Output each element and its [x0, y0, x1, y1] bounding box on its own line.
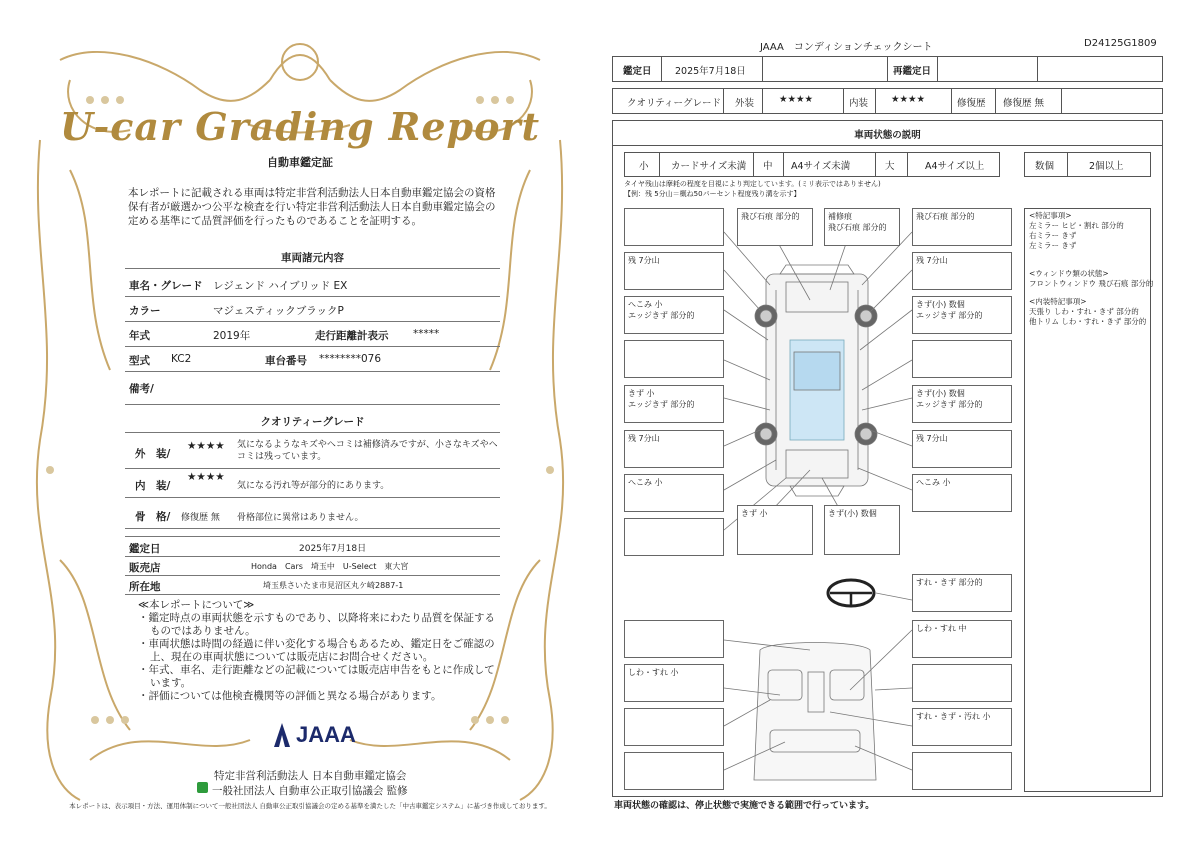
notes-window-1: フロントウィンドウ 飛び石痕 部分的 [1029, 279, 1154, 288]
shop-row [125, 556, 500, 576]
damage-label: エッジきず 部分的 [916, 400, 983, 409]
notes-ext-2: 右ミラー きず [1029, 231, 1077, 240]
int-stars: ★★★★ [891, 94, 926, 105]
tire-note-2: 【例：残 5分山＝概ね50パーセント程度残り溝を示す】 [624, 190, 801, 198]
remarks-row [125, 372, 500, 405]
chassis-value: ********076 [319, 353, 382, 365]
damage-label: 残 7分山 [916, 256, 948, 265]
spec-section-title: 車両諸元内容 [281, 252, 344, 264]
damage-label: 補修痕 [828, 212, 852, 221]
color-row [125, 297, 500, 322]
document-number: D24125G1809 [1084, 38, 1157, 49]
interior-row [125, 469, 500, 498]
damage-box [912, 708, 1012, 746]
year-label: 年式 [129, 330, 150, 342]
hist-value: 修復歴 無 [1003, 98, 1045, 109]
interior-text: 気になる汚れ等が部分的にあります。 [237, 481, 390, 491]
damage-label: すれ・きず・汚れ 小 [916, 712, 991, 721]
divider [125, 432, 500, 433]
damage-box [624, 518, 724, 556]
ext-label: 外装 [735, 98, 755, 109]
condition-check-sheet [600, 0, 1200, 848]
damage-box [912, 296, 1012, 334]
org-name-1: 特定非営利活動法人 日本自動車鑑定協会 [214, 770, 407, 782]
address-value: 埼玉県さいたま市見沼区丸ケ崎2887-1 [263, 581, 404, 590]
notes-int-1: 天張り しわ・すれ・きず 部分的 [1029, 307, 1139, 316]
damage-box [912, 664, 1012, 702]
report-notes [138, 599, 498, 703]
status-title: 車両状態の説明 [854, 130, 921, 141]
count-label: 数個 [1035, 161, 1055, 172]
damage-box [912, 430, 1012, 468]
note-item: ・評価については他検査機関等の評価と異なる場合があります。 [138, 690, 442, 702]
damage-box [912, 340, 1012, 378]
damage-label: 残 7分山 [916, 434, 948, 443]
chassis-label: 車台番号 [265, 355, 307, 367]
sheet-title: JAAA コンディションチェックシート [760, 42, 933, 53]
damage-box [624, 296, 724, 334]
damage-label: 飛び石痕 部分的 [916, 212, 975, 221]
damage-box [624, 208, 724, 246]
shop-label: 販売店 [129, 562, 161, 574]
damage-label: 残 7分山 [628, 434, 660, 443]
jaaa-logo-text: JAAA [296, 722, 356, 747]
damage-box [624, 385, 724, 423]
int-label: 内装 [849, 98, 869, 109]
damage-label: エッジきず 部分的 [628, 311, 695, 320]
color-value: マジェスティックブラックP [213, 305, 344, 317]
date-label: 鑑定日 [129, 543, 161, 555]
date-value: 2025年7月18日 [299, 544, 367, 554]
remarks-label: 備考/ [129, 383, 154, 395]
notes-ext-3: 左ミラー きず [1029, 241, 1077, 250]
notes-ext-heading: <特記事項> [1029, 211, 1072, 220]
damage-label: しわ・すれ 小 [628, 668, 679, 677]
date-row [125, 536, 500, 557]
exterior-row [125, 436, 500, 469]
qg-label: クオリティーグレード [627, 98, 722, 109]
size-small-value: カードサイズ未満 [671, 161, 747, 172]
year-value: 2019年 [213, 330, 251, 342]
year-row [125, 322, 500, 347]
report-intro: 本レポートに記載される車両は特定非営利活動法人日本自動車鑑定協会の資格保有者が厳選かつ公平な検査を行い特定非営利活動法人日本自動車鑑定協会の定める基準にて品質評価を行ったものであることを証明する。 [128, 187, 496, 227]
notes-ext-1: 左ミラー ヒビ・割れ 部分的 [1029, 221, 1124, 230]
damage-label: すれ・きず 部分的 [916, 578, 983, 587]
damage-box [624, 340, 724, 378]
damage-box [912, 208, 1012, 246]
tire-note-1: タイヤ残山は摩耗の程度を目視により判定しています。(ミリ表示ではありません) [624, 180, 881, 188]
damage-box [737, 505, 813, 555]
damage-box [824, 208, 900, 246]
interior-label: 内 装/ [135, 480, 171, 492]
damage-box [624, 252, 724, 290]
damage-box [912, 474, 1012, 512]
sheet-date-label: 鑑定日 [623, 66, 652, 77]
frame-value: 修復歴 無 [181, 513, 220, 523]
notes-int-heading: <内装特記事項> [1029, 297, 1087, 306]
redate-label: 再鑑定日 [893, 66, 932, 77]
damage-box [912, 620, 1012, 658]
exterior-stars: ★★★★ [187, 440, 225, 452]
size-mid-value: A4サイズ未満 [791, 161, 851, 172]
note-item: ・年式、車名、走行距離などの記載については販売店申告をもとに作成しています。 [138, 664, 495, 689]
damage-label: 飛び石痕 部分的 [741, 212, 800, 221]
model-row [125, 347, 500, 372]
note-item: ・車両状態は時間の経過に伴い変化する場合もあるため、鑑定日をご確認の上、現在の車両状態については販売店にお問合せください。 [138, 638, 495, 663]
size-mid-label: 中 [763, 161, 773, 172]
org-name-2: 一般社団法人 自動車公正取引協議会 監修 [212, 785, 408, 797]
damage-box [624, 474, 724, 512]
damage-box [824, 505, 900, 555]
damage-label: しわ・すれ 中 [916, 624, 967, 633]
damage-box [624, 664, 724, 702]
shop-value: Honda Cars 埼玉中 U-Select 東大宮 [251, 562, 409, 571]
size-large-label: 大 [885, 161, 895, 172]
damage-label: エッジきず 部分的 [916, 311, 983, 320]
damage-box [624, 708, 724, 746]
color-label: カラー [129, 305, 161, 317]
frame-text: 骨格部位に異常はありません。 [237, 513, 364, 523]
damage-label: きず 小 [628, 389, 655, 398]
report-footer: 本レポートは、表示項目・方法、運用体制について一般社団法人 自動車公正取引協議会の定める基準を満たした「中古車鑑定システム」に基づき作成しております。 [69, 802, 551, 810]
report-subtitle: 自動車鑑定証 [267, 156, 333, 169]
size-large-value: A4サイズ以上 [925, 161, 985, 172]
mileage-value: ***** [413, 328, 440, 340]
damage-box [912, 752, 1012, 790]
damage-box [624, 752, 724, 790]
notes-int-2: 他トリム しわ・すれ・きず 部分的 [1029, 317, 1147, 326]
divider [125, 268, 500, 269]
count-value: 2個以上 [1089, 161, 1124, 172]
name-label: 車名・グレード [129, 280, 203, 292]
size-small-label: 小 [639, 161, 649, 172]
damage-label: 飛び石痕 部分的 [828, 223, 887, 232]
exterior-label: 外 装/ [135, 448, 171, 460]
model-value: KC2 [171, 353, 192, 365]
quality-section-title: クオリティーグレード [260, 416, 365, 428]
jaaa-logo-icon [272, 721, 292, 749]
address-row [125, 576, 500, 595]
damage-label: へこみ 小 [628, 478, 663, 487]
frame-label: 骨 格/ [135, 511, 171, 523]
exterior-text: 気になるようなキズやヘコミは補修済みですが、小さなキズやヘコミは残っています。 [237, 440, 498, 462]
interior-stars: ★★★★ [187, 471, 225, 483]
damage-box [912, 252, 1012, 290]
damage-label: 残 7分山 [628, 256, 660, 265]
damage-label: きず 小 [741, 509, 768, 518]
ext-stars: ★★★★ [779, 94, 814, 105]
damage-box [624, 620, 724, 658]
damage-label: エッジきず 部分的 [628, 400, 695, 409]
name-value: レジェンド ハイブリッド EX [213, 280, 348, 292]
name-row [125, 272, 500, 297]
sheet-date-value: 2025年7月18日 [675, 66, 746, 77]
mileage-label: 走行距離計表示 [315, 330, 389, 342]
model-label: 型式 [129, 355, 150, 367]
damage-label: へこみ 小 [628, 300, 663, 309]
damage-box [624, 430, 724, 468]
address-label: 所在地 [129, 581, 161, 593]
notes-window-heading: <ウィンドウ類の状態> [1029, 269, 1109, 278]
frame-row [125, 500, 500, 529]
damage-label: きず(小) 数個 [828, 509, 877, 518]
notes-title: ≪本レポートについて≫ [138, 599, 255, 611]
damage-label: きず(小) 数個 [916, 300, 965, 309]
damage-box [912, 574, 1012, 612]
damage-box [912, 385, 1012, 423]
sheet-footer: 車両状態の確認は、停止状態で実施できる範囲で行っています。 [614, 801, 875, 811]
fair-trade-icon [197, 782, 208, 793]
hist-label: 修復歴 [957, 98, 986, 109]
damage-box [737, 208, 813, 246]
report-title: U-car Grading Report [59, 104, 541, 149]
note-item: ・鑑定時点の車両状態を示すものであり、以降将来にわたり品質を保証するものではありません。 [138, 612, 495, 637]
damage-label: へこみ 小 [916, 478, 951, 487]
damage-label: きず(小) 数個 [916, 389, 965, 398]
